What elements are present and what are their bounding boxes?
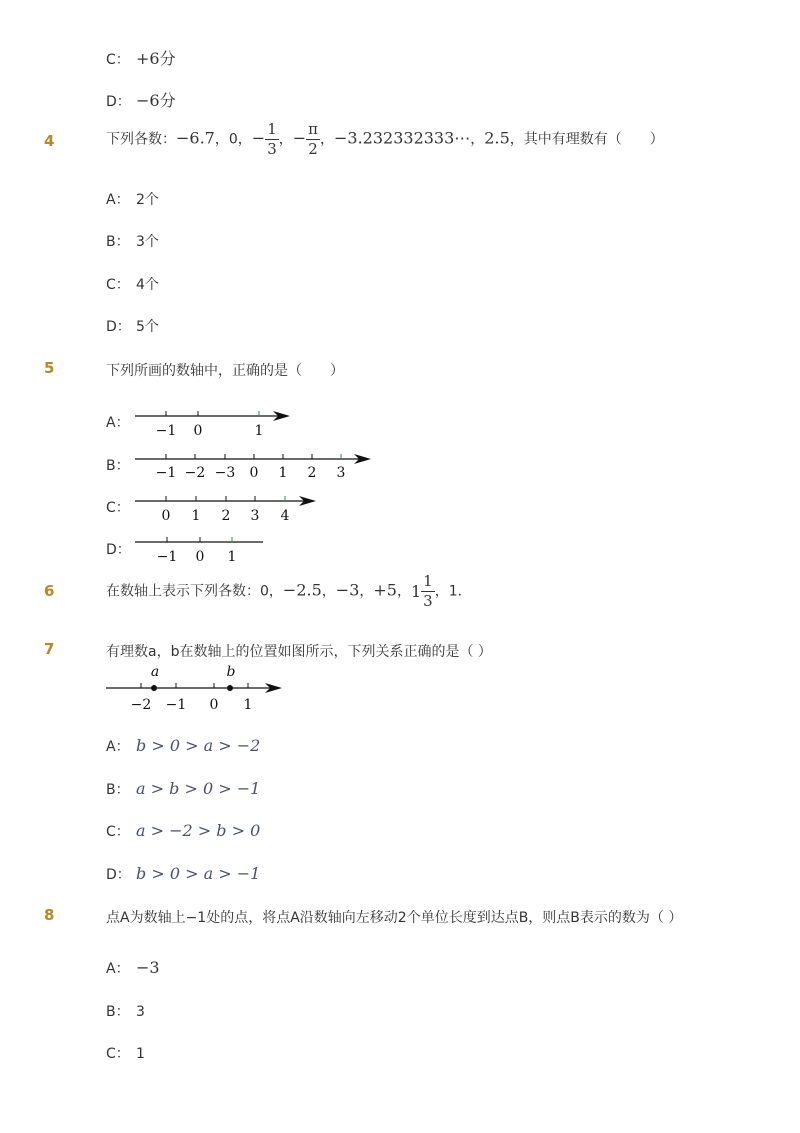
option-value: −3 <box>136 958 160 977</box>
option-value: 5个 <box>136 319 159 335</box>
q7-option-c[interactable] <box>106 821 260 841</box>
question-stem <box>106 120 664 159</box>
number-value: −2.5 <box>282 580 322 600</box>
option-value: 3 <box>136 1004 145 1020</box>
question-number: 6 <box>44 582 55 600</box>
fraction-denominator: 3 <box>423 592 433 610</box>
number-value: −3.232332333⋯ <box>334 128 471 148</box>
separator: ， <box>214 131 229 148</box>
number-value: 0 <box>228 131 238 148</box>
tick-label: −2 <box>130 697 152 713</box>
option-value: 4个 <box>136 277 159 293</box>
tick-label: 0 <box>209 697 219 713</box>
q7-option-d[interactable] <box>106 864 260 884</box>
option-value: a > −2 > b > 0 <box>136 821 261 840</box>
option-label: A： <box>106 739 130 755</box>
option-label: A： <box>106 192 130 208</box>
separator: ， <box>320 131 334 148</box>
point-b-label: b <box>226 664 236 680</box>
fraction-denominator: 2 <box>308 140 318 158</box>
tick-label: −1 <box>155 423 177 439</box>
q5-option-a[interactable] <box>106 412 136 432</box>
fraction <box>265 120 279 159</box>
point-b <box>227 685 233 691</box>
q8-option-a[interactable] <box>106 958 160 978</box>
option-label: D： <box>106 542 131 558</box>
tick-label: 1 <box>191 508 201 524</box>
tick-label: 2 <box>221 508 231 524</box>
q4-option-a[interactable] <box>106 189 159 209</box>
option-label: C： <box>106 500 130 516</box>
q4-option-d[interactable] <box>106 316 159 336</box>
option-label: C： <box>106 52 130 68</box>
tick-label: 0 <box>161 508 171 524</box>
fraction-numerator: π <box>308 120 318 138</box>
question-number: 7 <box>44 640 55 658</box>
tick-label: −1 <box>165 697 187 713</box>
question-stem: 点A为数轴上−1处的点，将点A沿数轴向左移动2个单位长度到达点B，则点B表示的数为（ ） <box>106 910 683 926</box>
number-value: +5 <box>373 580 397 600</box>
separator: ， <box>470 131 485 148</box>
option-value: +6分 <box>136 49 176 68</box>
tick-label: 0 <box>195 549 205 565</box>
q7-option-a[interactable] <box>106 736 260 756</box>
tick-label: 3 <box>336 465 346 481</box>
fraction <box>421 572 435 611</box>
number-line-d <box>135 534 275 568</box>
tick-label: 0 <box>249 465 259 481</box>
option-value: b > 0 > a > −2 <box>136 736 261 755</box>
q8-option-c[interactable] <box>106 1043 145 1063</box>
fraction-numerator: 1 <box>423 572 433 590</box>
number-value: 2.5 <box>484 128 510 148</box>
q5-option-b[interactable] <box>106 455 136 475</box>
separator: ， <box>278 131 293 148</box>
tick-label: 4 <box>280 508 290 524</box>
option-value: 3个 <box>136 234 159 250</box>
question-number: 4 <box>44 132 55 150</box>
number-value: −6.7 <box>176 128 215 148</box>
option-label: D： <box>106 867 131 883</box>
question-stem: 下列所画的数轴中，正确的是（ ） <box>106 363 344 379</box>
stem-text: 下列各数： <box>106 131 176 148</box>
option-label: B： <box>106 458 130 474</box>
fraction-numerator: 1 <box>267 120 277 138</box>
number-value: −3 <box>335 580 360 600</box>
mixed-whole: 1 <box>410 582 422 601</box>
q3-option-c[interactable] <box>106 46 176 69</box>
option-value: b > 0 > a > −1 <box>136 864 261 883</box>
stem-text: ，1． <box>434 583 472 600</box>
q3-option-d[interactable] <box>106 88 176 111</box>
q4-option-c[interactable] <box>106 274 159 294</box>
q5-option-d[interactable] <box>106 539 136 559</box>
option-value: −6分 <box>136 91 176 110</box>
number-line-c <box>135 491 325 525</box>
q4-option-b[interactable] <box>106 231 159 251</box>
number-line-a <box>135 405 295 441</box>
option-label: C： <box>106 824 130 840</box>
question-number: 8 <box>44 906 55 924</box>
q8-option-b[interactable] <box>106 1001 145 1021</box>
tick-label: 1 <box>254 423 264 439</box>
tick-label: 1 <box>243 697 253 713</box>
fraction <box>306 120 320 159</box>
tick-label: 2 <box>307 465 317 481</box>
tick-label: −3 <box>214 465 236 481</box>
stem-text: 在数轴上表示下列各数：0， <box>106 583 283 600</box>
option-label: C： <box>106 1046 130 1062</box>
q7-option-b[interactable] <box>106 779 260 799</box>
option-value: 1 <box>136 1046 145 1062</box>
separator: ， <box>237 131 252 148</box>
tick-label: −1 <box>155 465 177 481</box>
question-stem: 有理数a，b在数轴上的位置如图所示，下列关系正确的是（ ） <box>106 644 492 660</box>
stem-text: ，其中有理数有（ ） <box>509 131 664 148</box>
option-label: D： <box>106 319 131 335</box>
minus-sign: − <box>292 128 307 148</box>
tick-label: 3 <box>250 508 260 524</box>
option-label: B： <box>106 1004 130 1020</box>
fraction-denominator: 3 <box>267 140 277 158</box>
tick-label: 1 <box>278 465 288 481</box>
q5-option-c[interactable] <box>106 497 136 517</box>
number-line-q7 <box>106 662 291 714</box>
tick-label: 1 <box>227 549 237 565</box>
question-number: 5 <box>44 359 55 377</box>
option-label: B： <box>106 234 130 250</box>
tick-label: −1 <box>156 549 178 565</box>
point-a <box>151 685 157 691</box>
option-value: a > b > 0 > −1 <box>136 779 261 798</box>
point-a-label: a <box>150 664 160 680</box>
tick-label: −2 <box>184 465 206 481</box>
option-label: D： <box>106 94 131 110</box>
option-label: A： <box>106 415 130 431</box>
option-label: C： <box>106 277 130 293</box>
question-stem: 在数轴上表示下列各数：0，−2.5，−3，+5，1 $\frac{1}{3}$ ，1． <box>106 572 472 610</box>
option-value: 2个 <box>136 192 159 208</box>
option-label: A： <box>106 961 130 977</box>
minus-sign: − <box>251 128 266 148</box>
mixed-number <box>411 582 421 601</box>
tick-label: 0 <box>193 423 203 439</box>
option-label: B： <box>106 782 130 798</box>
number-line-b <box>135 449 375 483</box>
